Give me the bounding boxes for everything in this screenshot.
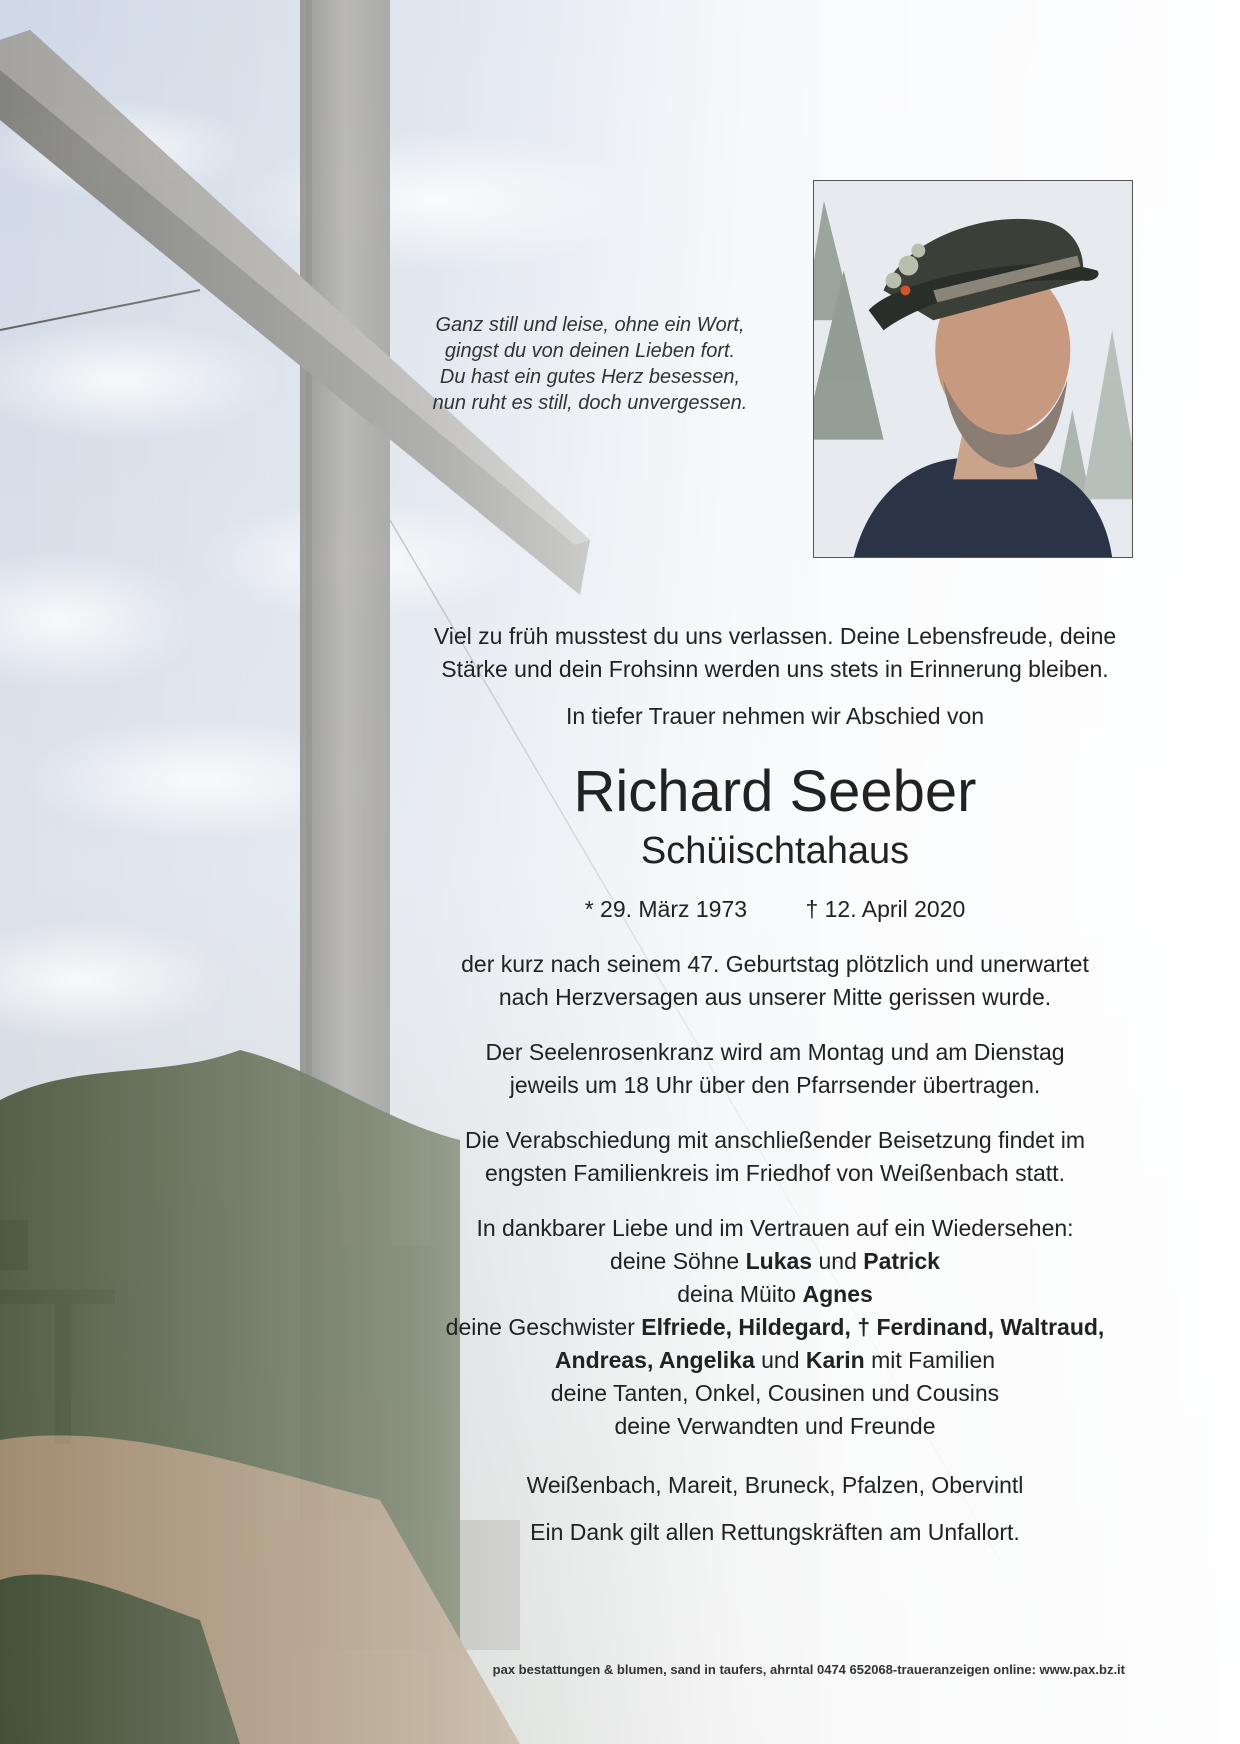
mourners-mother: deina Müito Agnes: [677, 1281, 873, 1307]
circumstance-line: der kurz nach seinem 47. Geburtstag plötzlich und unerwartet: [461, 951, 1089, 977]
farewell-line: In tiefer Trauer nehmen wir Abschied von: [565, 703, 985, 729]
obituary-text: [400, 620, 1150, 1549]
poem-line: Du hast ein gutes Herz besessen,: [439, 366, 741, 388]
circumstance-line: nach Herzversagen aus unserer Mitte gerissen wurde.: [498, 984, 1052, 1010]
mourners-intro: In dankbarer Liebe und im Vertrauen auf ein Wiedersehen:: [476, 1215, 1074, 1241]
mourners-relatives: deine Tanten, Onkel, Cousinen und Cousins: [550, 1380, 1000, 1406]
house-name: Schüischtahaus: [640, 830, 910, 872]
mourners-sons: deine Söhne Lukas und Patrick: [610, 1248, 940, 1274]
birth-date: * 29. März 1973: [584, 896, 748, 922]
mourners-siblings-cont: Andreas, Angelika und Karin mit Familien: [554, 1347, 996, 1373]
footer-imprint: pax bestattungen & blumen, sand in taufers, ahrntal 0474 652068-traueranzeigen online: www.pax.bz.it: [492, 1662, 1125, 1677]
funeral-line: Die Verabschiedung mit anschließender Beisetzung findet im: [464, 1127, 1086, 1153]
death-date: † 12. April 2020: [805, 896, 966, 922]
poem-line: Ganz still und leise, ohne ein Wort,: [435, 314, 745, 336]
funeral-line: engsten Familienkreis im Friedhof von Weißenbach statt.: [485, 1160, 1065, 1186]
memorial-poem: [400, 312, 780, 416]
rosary-line: jeweils um 18 Uhr über den Pfarrsender übertragen.: [509, 1072, 1041, 1098]
deceased-name: Richard Seeber: [573, 759, 977, 824]
intro-line: Viel zu früh musstest du uns verlassen. Deine Lebensfreude, deine: [433, 623, 1117, 649]
places-line: Weißenbach, Mareit, Bruneck, Pfalzen, Obervintl: [526, 1472, 1024, 1498]
mourners-friends: deine Verwandten und Freunde: [614, 1413, 936, 1439]
life-dates: [400, 893, 1150, 926]
intro-line: Stärke und dein Frohsinn werden uns stets in Erinnerung bleiben.: [441, 656, 1109, 682]
mourners-siblings: deine Geschwister Elfriede, Hildegard, † Ferdinand, Waltraud,: [445, 1314, 1105, 1340]
portrait-photo: [813, 180, 1133, 558]
rosary-line: Der Seelenrosenkranz wird am Montag und am Dienstag: [485, 1039, 1065, 1065]
poem-line: gingst du von deinen Lieben fort.: [444, 340, 736, 362]
thanks-line: Ein Dank gilt allen Rettungskräften am Unfallort.: [530, 1519, 1020, 1545]
poem-line: nun ruht es still, doch unvergessen.: [432, 392, 748, 414]
